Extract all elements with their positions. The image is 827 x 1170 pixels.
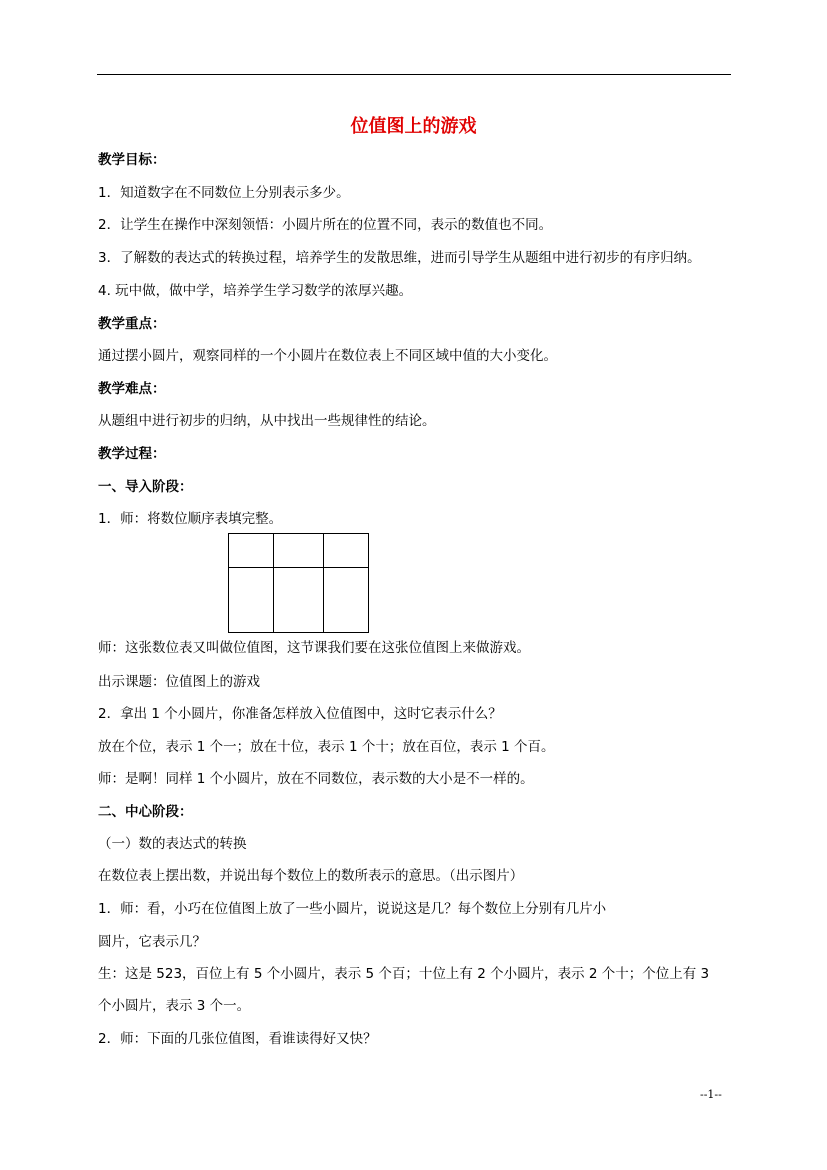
instruction-line: 在数位表上摆出数，并说出每个数位上的数所表示的意思。（出示图片）: [98, 868, 524, 884]
center-step-1: 1．师：看，小巧在位值图上放了一些小圆片，说说这是几？每个数位上分别有几片小: [98, 901, 607, 917]
heading-center-stage: 二、中心阶段：: [98, 804, 193, 820]
teacher-line-2: 师：是啊！同样 1 个小圆片，放在不同数位，表示数的大小是不一样的。: [98, 771, 534, 787]
center-step-1-cont: 圆片，它表示几？: [98, 934, 206, 950]
table-cell: [229, 568, 274, 633]
heading-key-points: 教学重点：: [98, 316, 166, 332]
place-value-table: [228, 533, 369, 633]
document-title: 位值图上的游戏: [350, 116, 477, 137]
page-number: --1--: [700, 1088, 722, 1101]
teacher-line-1: 师：这张数位表又叫做位值图，这节课我们要在这张位值图上来做游戏。: [98, 640, 530, 656]
table-cell: [324, 568, 369, 633]
objective-3: 3．了解数的表达式的转换过程，培养学生的发散思维，进而引导学生从题组中进行初步的有序归纳。: [98, 250, 701, 266]
key-points-text: 通过摆小圆片，观察同样的一个小圆片在数位表上不同区域中值的大小变化。: [98, 348, 557, 364]
objective-2: 2．让学生在操作中深刻领悟：小圆片所在的位置不同，表示的数值也不同。: [98, 217, 553, 233]
heading-process: 教学过程：: [98, 446, 166, 462]
heading-difficulties: 教学难点：: [98, 381, 166, 397]
student-answer-line-2: 个小圆片，表示 3 个一。: [98, 998, 251, 1014]
table-cell: [324, 534, 369, 568]
difficulties-text: 从题组中进行初步的归纳，从中找出一些规律性的结论。: [98, 413, 436, 429]
answer-line: 放在个位，表示 1 个一；放在十位，表示 1 个十；放在百位，表示 1 个百。: [98, 739, 555, 755]
objective-4: 4. 玩中做，做中学，培养学生学习数学的浓厚兴趣。: [98, 283, 413, 299]
student-answer-line-1: 生：这是 523，百位上有 5 个小圆片，表示 5 个百；十位上有 2 个小圆片，表示 2 个十；个位上有 3: [98, 966, 710, 982]
heading-objectives: 教学目标：: [98, 152, 166, 168]
intro-step-1: 1．师：将数位顺序表填完整。: [98, 511, 283, 527]
center-step-2: 2．师：下面的几张位值图，看谁读得好又快？: [98, 1031, 377, 1047]
objective-1: 1．知道数字在不同数位上分别表示多少。: [98, 185, 350, 201]
intro-step-2: 2．拿出 1 个小圆片，你准备怎样放入位值图中，这时它表示什么？: [98, 706, 502, 722]
table-cell: [274, 568, 324, 633]
subheading-conversion: （一）数的表达式的转换: [98, 836, 247, 852]
table-cell: [274, 534, 324, 568]
lesson-title-line: 出示课题：位值图上的游戏: [98, 674, 260, 690]
table-cell: [229, 534, 274, 568]
header-rule: [97, 74, 731, 75]
heading-intro-stage: 一、导入阶段：: [98, 479, 193, 495]
